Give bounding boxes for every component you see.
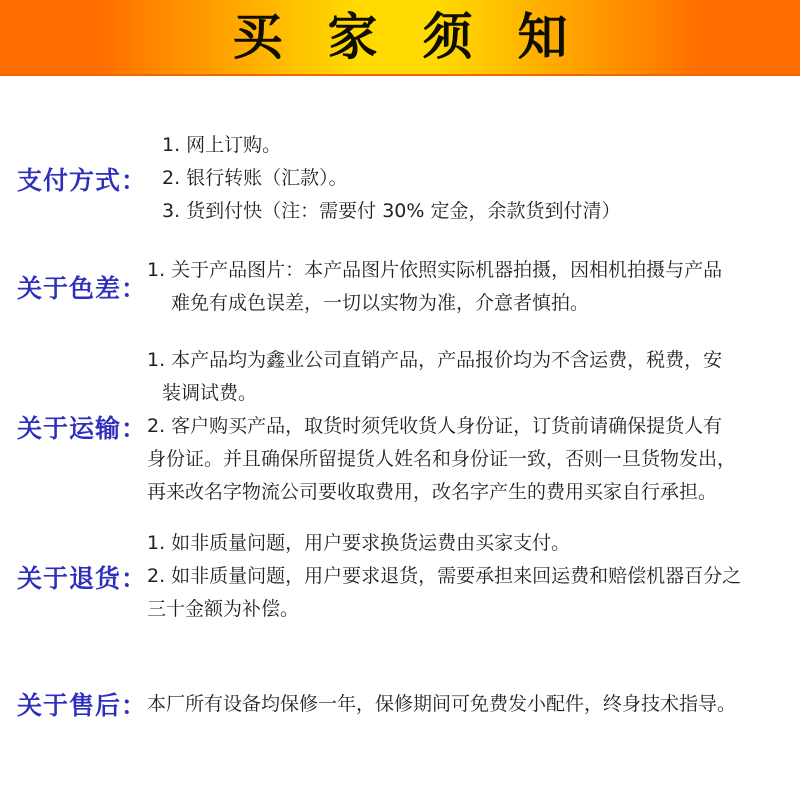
notice-section: [0, 527, 800, 626]
notice-section: [0, 129, 800, 228]
notice-line: 2. 如非质量问题，用户要求退货，需要承担来回运费和赔偿机器百分之: [147, 565, 742, 587]
notice-section: [0, 686, 800, 722]
notice-section: [0, 344, 800, 509]
section-content: [147, 254, 800, 320]
section-label: 支付方式：: [17, 165, 148, 195]
section-label: 关于退货：: [17, 563, 148, 593]
notice-line: 三十金额为补偿。: [147, 598, 300, 620]
notice-line: 2. 银行转账（汇款）。: [162, 167, 348, 189]
notice-line: 2. 客户购买产品，取货时须凭收货人身份证，订货前请确保提货人有: [147, 415, 723, 437]
notice-line: 1. 关于产品图片：本产品图片依照实际机器拍摄，因相机拍摄与产品: [147, 259, 723, 281]
notice-line: 装调试费。: [162, 382, 258, 404]
notice-line: 身份证。并且确保所留提货人姓名和身份证一致，否则一旦货物发出，: [147, 448, 737, 470]
notice-line: 3. 货到付快（注：需要付 30% 定金，余款货到付清）: [162, 200, 621, 222]
page-title: 买家须知: [232, 8, 613, 66]
notice-line: 1. 网上订购。: [162, 134, 282, 156]
notice-section: [0, 254, 800, 320]
notice-line: 1. 本产品均为鑫业公司直销产品，产品报价均为不含运费，税费，安: [147, 349, 723, 371]
notice-sections: [0, 129, 800, 722]
banner: [0, 0, 800, 76]
section-content: [147, 344, 800, 509]
section-content: [147, 129, 800, 228]
notice-line: 本厂所有设备均保修一年，保修期间可免费发小配件，终身技术指导。: [147, 692, 737, 715]
section-label: 关于售后：: [17, 691, 148, 720]
section-content: [147, 527, 800, 626]
notice-line: 难免有成色误差，一切以实物为准，介意者慎拍。: [171, 292, 590, 314]
section-label: 关于运输：: [17, 413, 148, 443]
notice-line: 再来改名字物流公司要收取费用，改名字产生的费用买家自行承担。: [147, 481, 718, 503]
section-label: 关于色差：: [17, 274, 148, 303]
section-content: [147, 688, 800, 721]
notice-line: 1. 如非质量问题，用户要求换货运费由买家支付。: [147, 532, 571, 554]
